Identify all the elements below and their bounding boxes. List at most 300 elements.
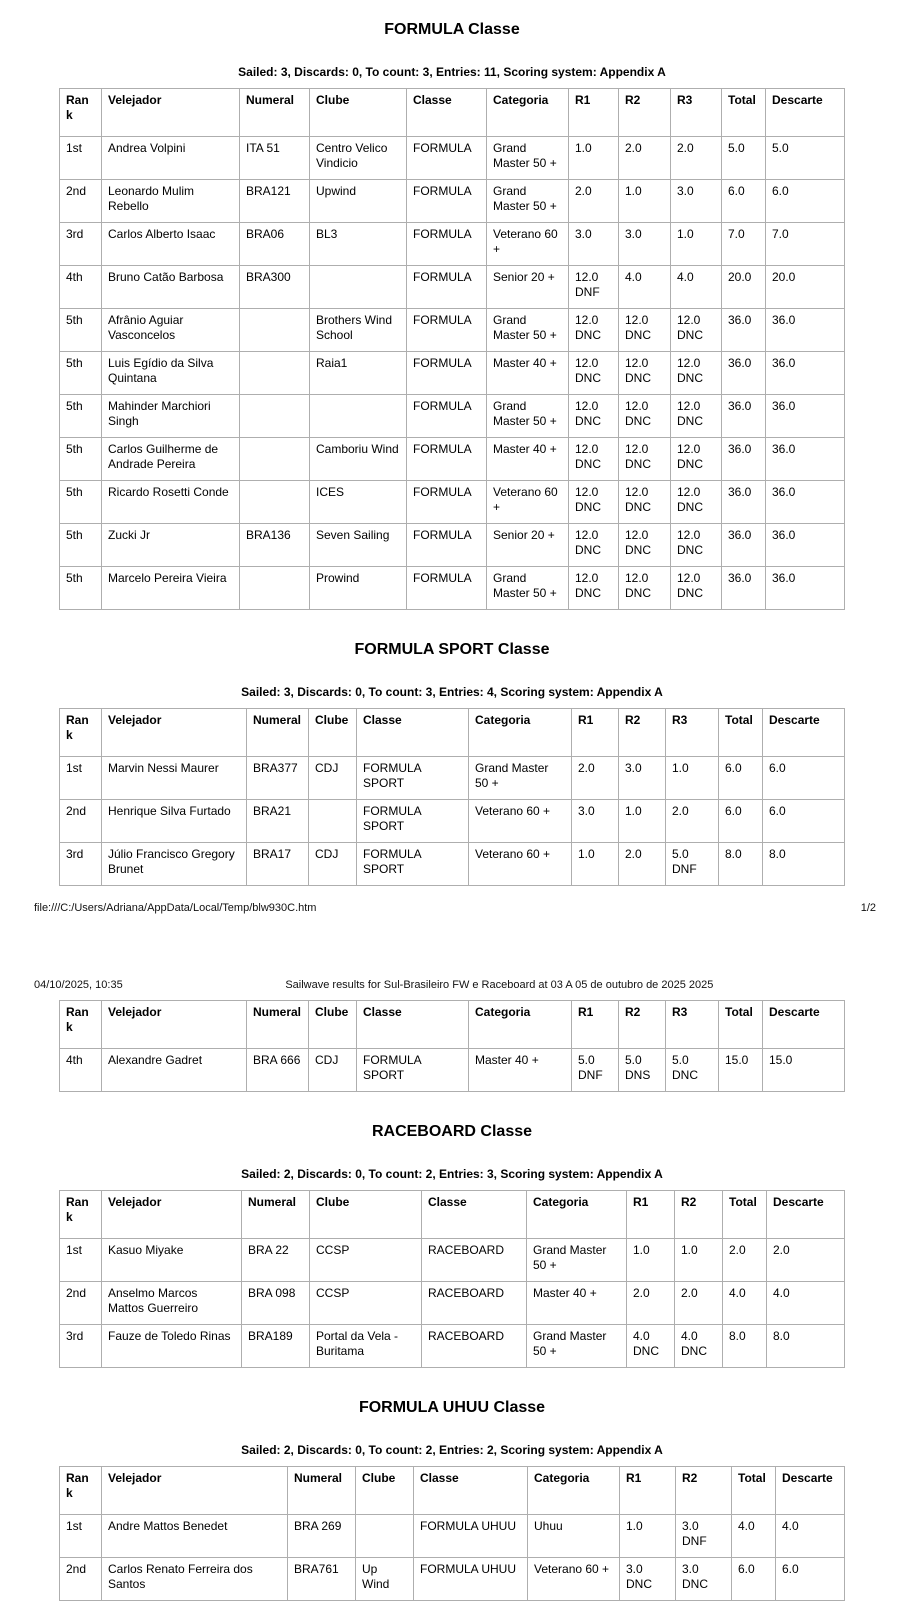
- footer-file-url: file:///C:/Users/Adriana/AppData/Local/Temp/blw930C.htm: [34, 902, 317, 914]
- formula-results-table: [59, 88, 845, 610]
- column-header: Categoria: [469, 709, 572, 757]
- table-cell: ITA 51: [240, 137, 310, 180]
- table-cell: BRA 098: [242, 1282, 310, 1325]
- table-cell: 36.0: [722, 524, 766, 567]
- column-header: Numeral: [242, 1191, 310, 1239]
- table-cell: RACEBOARD: [422, 1282, 527, 1325]
- section-title: FORMULA SPORT Classe: [354, 641, 550, 658]
- table-cell: 12.0 DNC: [569, 481, 619, 524]
- table-cell: Veterano 60 +: [469, 843, 572, 886]
- table-cell: RACEBOARD: [422, 1239, 527, 1282]
- formula-uhuu-results-table: [59, 1466, 845, 1601]
- column-header: Velejador: [102, 1467, 288, 1515]
- table-cell: 12.0 DNC: [671, 352, 722, 395]
- table-cell: FORMULA SPORT: [357, 757, 469, 800]
- table-cell: 2.0: [569, 180, 619, 223]
- column-header: Categoria: [469, 1001, 572, 1049]
- table-cell: Grand Master 50 +: [469, 757, 572, 800]
- table-cell: Anselmo Marcos Mattos Guerreiro: [102, 1282, 242, 1325]
- table-cell: FORMULA UHUU: [414, 1558, 528, 1601]
- table-cell: 12.0 DNC: [569, 352, 619, 395]
- table-cell: BRA21: [247, 800, 309, 843]
- table-cell: BRA189: [242, 1325, 310, 1368]
- table-cell: FORMULA: [407, 438, 487, 481]
- table-cell: 15.0: [763, 1049, 845, 1092]
- table-row: [60, 1558, 845, 1601]
- column-header: Descarte: [763, 1001, 845, 1049]
- column-header: Rank: [60, 709, 102, 757]
- table-cell: Master 40 +: [487, 438, 569, 481]
- table-row: [60, 395, 845, 438]
- section-title: FORMULA UHUU Classe: [358, 1399, 546, 1416]
- table-cell: 3.0: [619, 223, 671, 266]
- column-header: Numeral: [288, 1467, 356, 1515]
- table-cell: 2.0: [671, 137, 722, 180]
- table-cell: 36.0: [766, 352, 845, 395]
- table-cell: 6.0: [776, 1558, 845, 1601]
- table-cell: Veterano 60 +: [469, 800, 572, 843]
- table-cell: Veterano 60 +: [487, 223, 569, 266]
- table-cell: Grand Master 50 +: [527, 1239, 627, 1282]
- table-cell: FORMULA UHUU: [414, 1515, 528, 1558]
- table-header-row: [60, 89, 845, 137]
- table-cell: 4th: [60, 1049, 102, 1092]
- section-subtitle: Sailed: 3, Discards: 0, To count: 3, Entries: 11, Scoring system: Appendix A: [238, 65, 666, 79]
- column-header: R1: [572, 1001, 619, 1049]
- table-cell: Afrânio Aguiar Vasconcelos: [102, 309, 240, 352]
- table-cell: Seven Sailing: [310, 524, 407, 567]
- table-row: [60, 757, 845, 800]
- table-cell: FORMULA: [407, 180, 487, 223]
- column-header: Classe: [357, 1001, 469, 1049]
- table-cell: FORMULA: [407, 481, 487, 524]
- table-cell: Senior 20 +: [487, 524, 569, 567]
- table-cell: 15.0: [719, 1049, 763, 1092]
- table-cell: 4th: [60, 266, 102, 309]
- table-cell: 5.0 DNF: [572, 1049, 619, 1092]
- table-cell: ICES: [310, 481, 407, 524]
- table-cell: 36.0: [722, 352, 766, 395]
- table-cell: 1.0: [619, 800, 666, 843]
- column-header: Classe: [414, 1467, 528, 1515]
- table-cell: FORMULA: [407, 223, 487, 266]
- table-cell: 20.0: [722, 266, 766, 309]
- table-cell: 6.0: [766, 180, 845, 223]
- section-formula: [0, 20, 904, 610]
- table-cell: 3rd: [60, 223, 102, 266]
- table-cell: 3rd: [60, 843, 102, 886]
- table-cell: 6.0: [719, 800, 763, 843]
- column-header: Velejador: [102, 709, 247, 757]
- formula-sport-results-table: [59, 708, 845, 886]
- column-header: R2: [619, 709, 666, 757]
- table-row: [60, 1239, 845, 1282]
- column-header: Descarte: [766, 89, 845, 137]
- table-cell: 4.0: [767, 1282, 845, 1325]
- table-cell: 7.0: [722, 223, 766, 266]
- table-cell: 5.0 DNS: [619, 1049, 666, 1092]
- column-header: R1: [569, 89, 619, 137]
- table-cell: [356, 1515, 414, 1558]
- table-cell: 12.0 DNC: [671, 309, 722, 352]
- section-raceboard: [0, 1122, 904, 1368]
- table-cell: 12.0 DNC: [671, 395, 722, 438]
- table-cell: 5th: [60, 438, 102, 481]
- table-cell: Camboriu Wind: [310, 438, 407, 481]
- section-title: FORMULA Classe: [384, 21, 520, 38]
- column-header: Total: [719, 1001, 763, 1049]
- table-cell: 12.0 DNC: [619, 438, 671, 481]
- table-cell: 8.0: [719, 843, 763, 886]
- table-row: [60, 266, 845, 309]
- column-header: Rank: [60, 89, 102, 137]
- table-cell: 2nd: [60, 1558, 102, 1601]
- table-cell: RACEBOARD: [422, 1325, 527, 1368]
- table-cell: CCSP: [310, 1239, 422, 1282]
- table-header-row: [60, 1001, 845, 1049]
- table-cell: CDJ: [309, 1049, 357, 1092]
- column-header: Categoria: [528, 1467, 620, 1515]
- table-cell: 12.0 DNC: [569, 438, 619, 481]
- table-cell: [240, 567, 310, 610]
- table-header-row: [60, 1191, 845, 1239]
- column-header: Categoria: [527, 1191, 627, 1239]
- table-cell: Carlos Renato Ferreira dos Santos: [102, 1558, 288, 1601]
- table-cell: Uhuu: [528, 1515, 620, 1558]
- table-cell: 3.0: [671, 180, 722, 223]
- table-cell: Grand Master 50 +: [527, 1325, 627, 1368]
- table-cell: 5.0: [722, 137, 766, 180]
- table-cell: Grand Master 50 +: [487, 395, 569, 438]
- table-cell: Júlio Francisco Gregory Brunet: [102, 843, 247, 886]
- table-cell: [309, 800, 357, 843]
- table-cell: FORMULA: [407, 266, 487, 309]
- column-header: R1: [620, 1467, 676, 1515]
- table-cell: BRA17: [247, 843, 309, 886]
- table-cell: 4.0: [732, 1515, 776, 1558]
- table-cell: 3.0 DNC: [620, 1558, 676, 1601]
- table-cell: Luis Egídio da Silva Quintana: [102, 352, 240, 395]
- table-cell: BRA 269: [288, 1515, 356, 1558]
- table-cell: 5.0 DNF: [666, 843, 719, 886]
- table-cell: 12.0 DNC: [619, 567, 671, 610]
- table-cell: 1.0: [627, 1239, 675, 1282]
- table-cell: 36.0: [722, 567, 766, 610]
- table-cell: 2.0: [627, 1282, 675, 1325]
- table-cell: 2.0: [572, 757, 619, 800]
- table-cell: BRA 666: [247, 1049, 309, 1092]
- table-cell: CDJ: [309, 843, 357, 886]
- table-cell: [310, 395, 407, 438]
- table-cell: Bruno Catão Barbosa: [102, 266, 240, 309]
- table-cell: 3.0 DNC: [676, 1558, 732, 1601]
- table-cell: FORMULA SPORT: [357, 1049, 469, 1092]
- table-cell: Prowind: [310, 567, 407, 610]
- table-cell: 1st: [60, 757, 102, 800]
- column-header: Total: [719, 709, 763, 757]
- column-header: Classe: [422, 1191, 527, 1239]
- print-footer: [34, 902, 876, 915]
- column-header: Total: [722, 89, 766, 137]
- table-cell: 5th: [60, 524, 102, 567]
- column-header: Descarte: [776, 1467, 845, 1515]
- table-cell: CCSP: [310, 1282, 422, 1325]
- table-cell: Ricardo Rosetti Conde: [102, 481, 240, 524]
- column-header: R2: [675, 1191, 723, 1239]
- table-cell: 12.0 DNC: [569, 395, 619, 438]
- table-row: [60, 1049, 845, 1092]
- section-subtitle: Sailed: 2, Discards: 0, To count: 2, Entries: 2, Scoring system: Appendix A: [241, 1443, 663, 1457]
- table-cell: 12.0 DNC: [569, 567, 619, 610]
- column-header: R3: [671, 89, 722, 137]
- table-cell: Grand Master 50 +: [487, 137, 569, 180]
- table-cell: 5.0: [766, 137, 845, 180]
- column-header: R2: [619, 89, 671, 137]
- table-cell: 1st: [60, 137, 102, 180]
- table-cell: Alexandre Gadret: [102, 1049, 247, 1092]
- table-cell: [310, 266, 407, 309]
- table-row: [60, 309, 845, 352]
- table-cell: 2.0: [619, 843, 666, 886]
- table-cell: Kasuo Miyake: [102, 1239, 242, 1282]
- section-subtitle: Sailed: 3, Discards: 0, To count: 3, Entries: 4, Scoring system: Appendix A: [241, 685, 663, 699]
- table-row: [60, 800, 845, 843]
- column-header: R1: [627, 1191, 675, 1239]
- table-cell: Leonardo Mulim Rebello: [102, 180, 240, 223]
- table-cell: BRA 22: [242, 1239, 310, 1282]
- table-cell: 1.0: [572, 843, 619, 886]
- column-header: Rank: [60, 1001, 102, 1049]
- table-cell: 4.0 DNC: [675, 1325, 723, 1368]
- table-cell: Veterano 60 +: [528, 1558, 620, 1601]
- section-formula-sport: [0, 640, 904, 886]
- table-cell: 36.0: [766, 524, 845, 567]
- column-header: Categoria: [487, 89, 569, 137]
- table-cell: 6.0: [763, 757, 845, 800]
- table-cell: Henrique Silva Furtado: [102, 800, 247, 843]
- table-cell: Grand Master 50 +: [487, 180, 569, 223]
- formula-sport-results-table-continued: [59, 1000, 845, 1092]
- column-header: Classe: [357, 709, 469, 757]
- table-cell: FORMULA: [407, 352, 487, 395]
- table-cell: 2nd: [60, 800, 102, 843]
- table-cell: 1.0: [675, 1239, 723, 1282]
- table-cell: FORMULA: [407, 309, 487, 352]
- table-cell: 12.0 DNC: [619, 524, 671, 567]
- section-formula-uhuu: [0, 1398, 904, 1601]
- table-cell: 8.0: [763, 843, 845, 886]
- table-cell: FORMULA: [407, 567, 487, 610]
- header-datetime: 04/10/2025, 10:35: [34, 979, 123, 991]
- table-cell: [240, 438, 310, 481]
- table-cell: BRA136: [240, 524, 310, 567]
- table-cell: 2nd: [60, 180, 102, 223]
- table-cell: [240, 352, 310, 395]
- column-header: Numeral: [247, 1001, 309, 1049]
- table-row: [60, 524, 845, 567]
- table-row: [60, 567, 845, 610]
- table-cell: 3.0: [572, 800, 619, 843]
- table-cell: 12.0 DNC: [569, 309, 619, 352]
- raceboard-results-table: [59, 1190, 845, 1368]
- table-cell: 5th: [60, 352, 102, 395]
- table-cell: 1.0: [666, 757, 719, 800]
- table-cell: Andre Mattos Benedet: [102, 1515, 288, 1558]
- table-cell: 1.0: [620, 1515, 676, 1558]
- column-header: Rank: [60, 1191, 102, 1239]
- table-cell: 1.0: [569, 137, 619, 180]
- table-header-row: [60, 1467, 845, 1515]
- table-cell: FORMULA: [407, 524, 487, 567]
- table-cell: 5.0 DNC: [666, 1049, 719, 1092]
- table-cell: 1st: [60, 1239, 102, 1282]
- table-cell: 36.0: [722, 395, 766, 438]
- column-header: Rank: [60, 1467, 102, 1515]
- table-cell: FORMULA SPORT: [357, 800, 469, 843]
- table-cell: 6.0: [763, 800, 845, 843]
- table-cell: 36.0: [722, 481, 766, 524]
- column-header: R2: [619, 1001, 666, 1049]
- table-cell: Centro Velico Vindicio: [310, 137, 407, 180]
- table-cell: 36.0: [766, 567, 845, 610]
- table-cell: Master 40 +: [487, 352, 569, 395]
- table-cell: 3rd: [60, 1325, 102, 1368]
- column-header: Numeral: [240, 89, 310, 137]
- column-header: Velejador: [102, 1001, 247, 1049]
- table-cell: BRA761: [288, 1558, 356, 1601]
- table-row: [60, 137, 845, 180]
- column-header: Descarte: [767, 1191, 845, 1239]
- table-cell: Grand Master 50 +: [487, 309, 569, 352]
- table-cell: Master 40 +: [527, 1282, 627, 1325]
- table-row: [60, 1282, 845, 1325]
- table-cell: Up Wind: [356, 1558, 414, 1601]
- table-cell: Andrea Volpini: [102, 137, 240, 180]
- table-cell: Zucki Jr: [102, 524, 240, 567]
- table-cell: [240, 309, 310, 352]
- column-header: R2: [676, 1467, 732, 1515]
- table-row: [60, 223, 845, 266]
- header-document-title: Sailwave results for Sul-Brasileiro FW e Raceboard at 03 A 05 de outubro de 2025 2025: [285, 979, 714, 991]
- table-cell: Mahinder Marchiori Singh: [102, 395, 240, 438]
- table-cell: 36.0: [722, 438, 766, 481]
- table-cell: 1st: [60, 1515, 102, 1558]
- print-header: [34, 979, 876, 992]
- table-cell: 12.0 DNF: [569, 266, 619, 309]
- table-cell: 3.0 DNF: [676, 1515, 732, 1558]
- table-cell: 5th: [60, 481, 102, 524]
- table-row: [60, 438, 845, 481]
- table-cell: Master 40 +: [469, 1049, 572, 1092]
- section-formula-sport-continued: [0, 998, 904, 1092]
- table-cell: [240, 395, 310, 438]
- table-cell: 36.0: [766, 481, 845, 524]
- table-cell: Brothers Wind School: [310, 309, 407, 352]
- table-cell: 36.0: [722, 309, 766, 352]
- table-cell: FORMULA: [407, 137, 487, 180]
- table-cell: BRA300: [240, 266, 310, 309]
- table-cell: 2.0: [675, 1282, 723, 1325]
- section-title: RACEBOARD Classe: [371, 1123, 533, 1140]
- table-cell: 20.0: [766, 266, 845, 309]
- table-cell: 12.0 DNC: [619, 481, 671, 524]
- table-cell: 6.0: [722, 180, 766, 223]
- section-subtitle: Sailed: 2, Discards: 0, To count: 2, Entries: 3, Scoring system: Appendix A: [241, 1167, 663, 1181]
- column-header: R1: [572, 709, 619, 757]
- column-header: Clube: [309, 1001, 357, 1049]
- table-cell: 1.0: [619, 180, 671, 223]
- table-cell: 5th: [60, 395, 102, 438]
- table-cell: 2.0: [666, 800, 719, 843]
- table-cell: 7.0: [766, 223, 845, 266]
- table-cell: Carlos Guilherme de Andrade Pereira: [102, 438, 240, 481]
- table-cell: [240, 481, 310, 524]
- table-cell: BRA06: [240, 223, 310, 266]
- table-cell: BRA377: [247, 757, 309, 800]
- table-cell: 12.0 DNC: [569, 524, 619, 567]
- table-cell: 6.0: [732, 1558, 776, 1601]
- table-cell: 1.0: [671, 223, 722, 266]
- table-cell: 3.0: [619, 757, 666, 800]
- table-cell: 3.0: [569, 223, 619, 266]
- table-cell: 4.0: [671, 266, 722, 309]
- table-cell: 12.0 DNC: [619, 309, 671, 352]
- table-cell: 12.0 DNC: [619, 395, 671, 438]
- table-cell: 12.0 DNC: [619, 352, 671, 395]
- table-cell: 4.0: [619, 266, 671, 309]
- table-cell: BRA121: [240, 180, 310, 223]
- table-cell: FORMULA SPORT: [357, 843, 469, 886]
- table-cell: 4.0 DNC: [627, 1325, 675, 1368]
- column-header: Clube: [310, 89, 407, 137]
- column-header: Descarte: [763, 709, 845, 757]
- document-page-2: [0, 915, 904, 1601]
- table-cell: 36.0: [766, 309, 845, 352]
- table-cell: Marcelo Pereira Vieira: [102, 567, 240, 610]
- column-header: Total: [723, 1191, 767, 1239]
- table-cell: 2.0: [619, 137, 671, 180]
- table-cell: Upwind: [310, 180, 407, 223]
- table-cell: 36.0: [766, 395, 845, 438]
- table-cell: Portal da Vela - Buritama: [310, 1325, 422, 1368]
- table-cell: 6.0: [719, 757, 763, 800]
- table-cell: CDJ: [309, 757, 357, 800]
- column-header: Clube: [309, 709, 357, 757]
- table-cell: 2.0: [767, 1239, 845, 1282]
- column-header: R3: [666, 1001, 719, 1049]
- table-cell: 2.0: [723, 1239, 767, 1282]
- table-cell: 12.0 DNC: [671, 481, 722, 524]
- table-cell: FORMULA: [407, 395, 487, 438]
- column-header: Numeral: [247, 709, 309, 757]
- table-cell: 8.0: [723, 1325, 767, 1368]
- column-header: Clube: [356, 1467, 414, 1515]
- table-cell: 4.0: [723, 1282, 767, 1325]
- table-cell: BL3: [310, 223, 407, 266]
- table-row: [60, 1515, 845, 1558]
- table-cell: 36.0: [766, 438, 845, 481]
- footer-page-number: 1/2: [860, 902, 876, 914]
- table-row: [60, 1325, 845, 1368]
- table-row: [60, 180, 845, 223]
- column-header: Classe: [407, 89, 487, 137]
- table-cell: 5th: [60, 567, 102, 610]
- table-cell: Carlos Alberto Isaac: [102, 223, 240, 266]
- column-header: Velejador: [102, 1191, 242, 1239]
- column-header: Velejador: [102, 89, 240, 137]
- table-cell: 5th: [60, 309, 102, 352]
- table-cell: 12.0 DNC: [671, 524, 722, 567]
